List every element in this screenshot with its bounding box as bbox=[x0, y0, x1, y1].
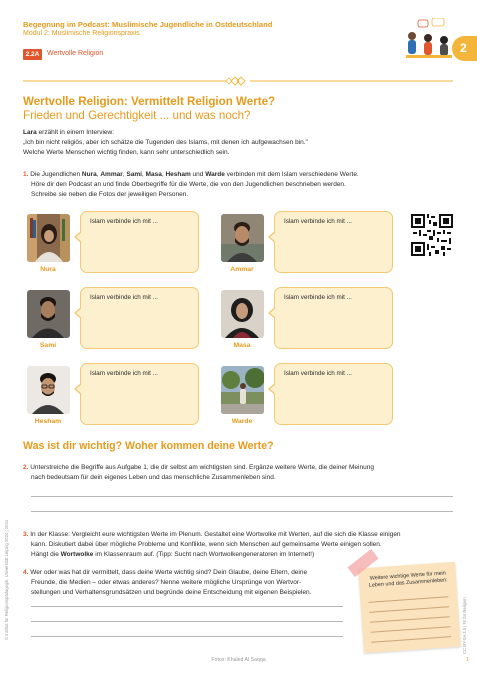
name-nura: Nura bbox=[40, 266, 56, 273]
answer-bubble-ammar[interactable] bbox=[274, 211, 393, 273]
qr-code-icon[interactable] bbox=[411, 214, 453, 256]
page-title: Wertvolle Religion: Vermittelt Religion Werte? bbox=[23, 95, 276, 108]
answer-bubble-masa[interactable] bbox=[274, 287, 393, 349]
name-warde: Warde bbox=[231, 418, 253, 425]
bubble-prompt: Islam verbinde ich mit ... bbox=[284, 370, 352, 377]
bubble-prompt: Islam verbinde ich mit ... bbox=[90, 294, 158, 301]
name-hesham: Hesham bbox=[34, 418, 62, 425]
task1-line-3: Schreibe sie neben die Fotos der jeweiligen Personen. bbox=[31, 191, 189, 198]
answer-bubble-warde[interactable] bbox=[274, 363, 393, 425]
task4-line-3: stellungen und Verhaltensgrundsätzen und begründe deine Entscheidung mit eigenen Beispielen. bbox=[31, 589, 312, 596]
intro-line-1: Lara erzählt in einem Interview: bbox=[23, 129, 115, 136]
section-heading: Was ist dir wichtig? Woher kommen deine Werte? bbox=[23, 440, 274, 452]
writing-line[interactable] bbox=[31, 511, 453, 512]
photo-masa bbox=[221, 290, 264, 338]
header-title: Begegnung im Podcast: Muslimische Jugendliche in Ostdeutschland bbox=[23, 20, 273, 29]
section-tag: 2.2A bbox=[23, 49, 42, 60]
intro-quote: „Ich bin nicht religiös, aber ich schätze die Tugenden des Islams, mit denen ich aufgewachsen bin." bbox=[23, 139, 308, 146]
page-subtitle: Frieden und Gerechtigkeit ... und was noch? bbox=[23, 109, 251, 122]
answer-bubble-hesham[interactable] bbox=[80, 363, 199, 425]
photo-hesham bbox=[27, 366, 70, 414]
task3-line-3: Hängt die Wortwolke im Klassenraum auf. (Tipp: Sucht nach Wortwolkengeneratoren im Internet!) bbox=[31, 551, 315, 558]
intro-line-3: Welche Werte Menschen wichtig finden, kann sehr unterschiedlich sein. bbox=[23, 149, 230, 156]
writing-line[interactable] bbox=[31, 496, 453, 497]
bubble-prompt: Islam verbinde ich mit ... bbox=[90, 218, 158, 225]
writing-line[interactable] bbox=[31, 636, 343, 637]
bubble-prompt: Islam verbinde ich mit ... bbox=[284, 218, 352, 225]
task1-line-1: 1. Die Jugendlichen Nura, Ammar, Sami, Masa, Hesham und Warde verbinden mit dem Islam verschiedene Werte. bbox=[23, 171, 359, 178]
task4-line-1: 4. Wer oder was hat dir vermittelt, dass deine Werte wichtig sind? Dein Glaube, deine Eltern, deine bbox=[23, 569, 308, 576]
license-code: CC BY-SA 4.0 | Fit für Religion bbox=[462, 597, 467, 654]
task1-number: 1. bbox=[23, 171, 29, 178]
photo-warde bbox=[221, 366, 264, 414]
task4-line-2: Freunde, die Medien – oder etwas anderes? Nenne weitere mögliche Ursprünge von Wertvor- bbox=[31, 579, 302, 586]
writing-line[interactable] bbox=[31, 606, 343, 607]
photo-credit: Fotos: Khaled Al Saqqa bbox=[211, 657, 266, 663]
name-masa: Masa bbox=[233, 342, 251, 349]
answer-bubble-sami[interactable] bbox=[80, 287, 199, 349]
sticky-note-title: Weitere wichtige Werte für mein Leben und das Zusammenleben: bbox=[368, 570, 448, 589]
task1-line-2: Höre dir den Podcast an und finde Oberbegriffe für die Werte, die von den Jugendlichen beschrieben werden. bbox=[31, 181, 346, 188]
ornament-divider bbox=[23, 73, 453, 83]
name-sami: Sami bbox=[39, 342, 57, 349]
photo-ammar bbox=[221, 214, 264, 262]
bubble-prompt: Islam verbinde ich mit ... bbox=[284, 294, 352, 301]
intro-speaker: Lara bbox=[23, 129, 37, 136]
section-tag-label: Wertvolle Religion bbox=[47, 50, 104, 57]
task3-line-2: kann. Diskutiert dabei über mögliche Probleme und Konflikte, wenn sich Menschen auf gemeinsame Werte einigen sollen. bbox=[31, 541, 382, 548]
header-illustration bbox=[398, 18, 458, 68]
header-subtitle: Modul 2: Muslimische Religionspraxis bbox=[23, 30, 140, 37]
task2-line-1: 2. Unterstreiche die Begriffe aus Aufgabe 1, die dir selbst am wichtigsten sind. Ergänze weitere Werte, die deiner Meinung bbox=[23, 464, 374, 471]
answer-bubble-nura[interactable] bbox=[80, 211, 199, 273]
page-number: 1 bbox=[466, 657, 469, 663]
task2-line-2: nach bedeutsam für dein eigenes Leben und das menschliche Zusammenleben sind. bbox=[31, 474, 276, 481]
copyright-notice: © Institut für Religionspädagogik, Universität Leipzig 2024 | 2024 bbox=[4, 519, 9, 640]
photo-sami bbox=[27, 290, 70, 338]
sticky-note[interactable] bbox=[358, 562, 461, 654]
photo-nura bbox=[27, 214, 70, 262]
bubble-prompt: Islam verbinde ich mit ... bbox=[90, 370, 158, 377]
writing-line[interactable] bbox=[31, 621, 343, 622]
task3-line-1: 3. In der Klasse: Vergleicht eure wichtigsten Werte im Plenum. Gestaltet eine Wortwolke mit Werten, auf die sich die Klasse einigen bbox=[23, 531, 401, 538]
page-tab: 2 bbox=[452, 36, 477, 61]
name-ammar: Ammar bbox=[230, 266, 254, 273]
